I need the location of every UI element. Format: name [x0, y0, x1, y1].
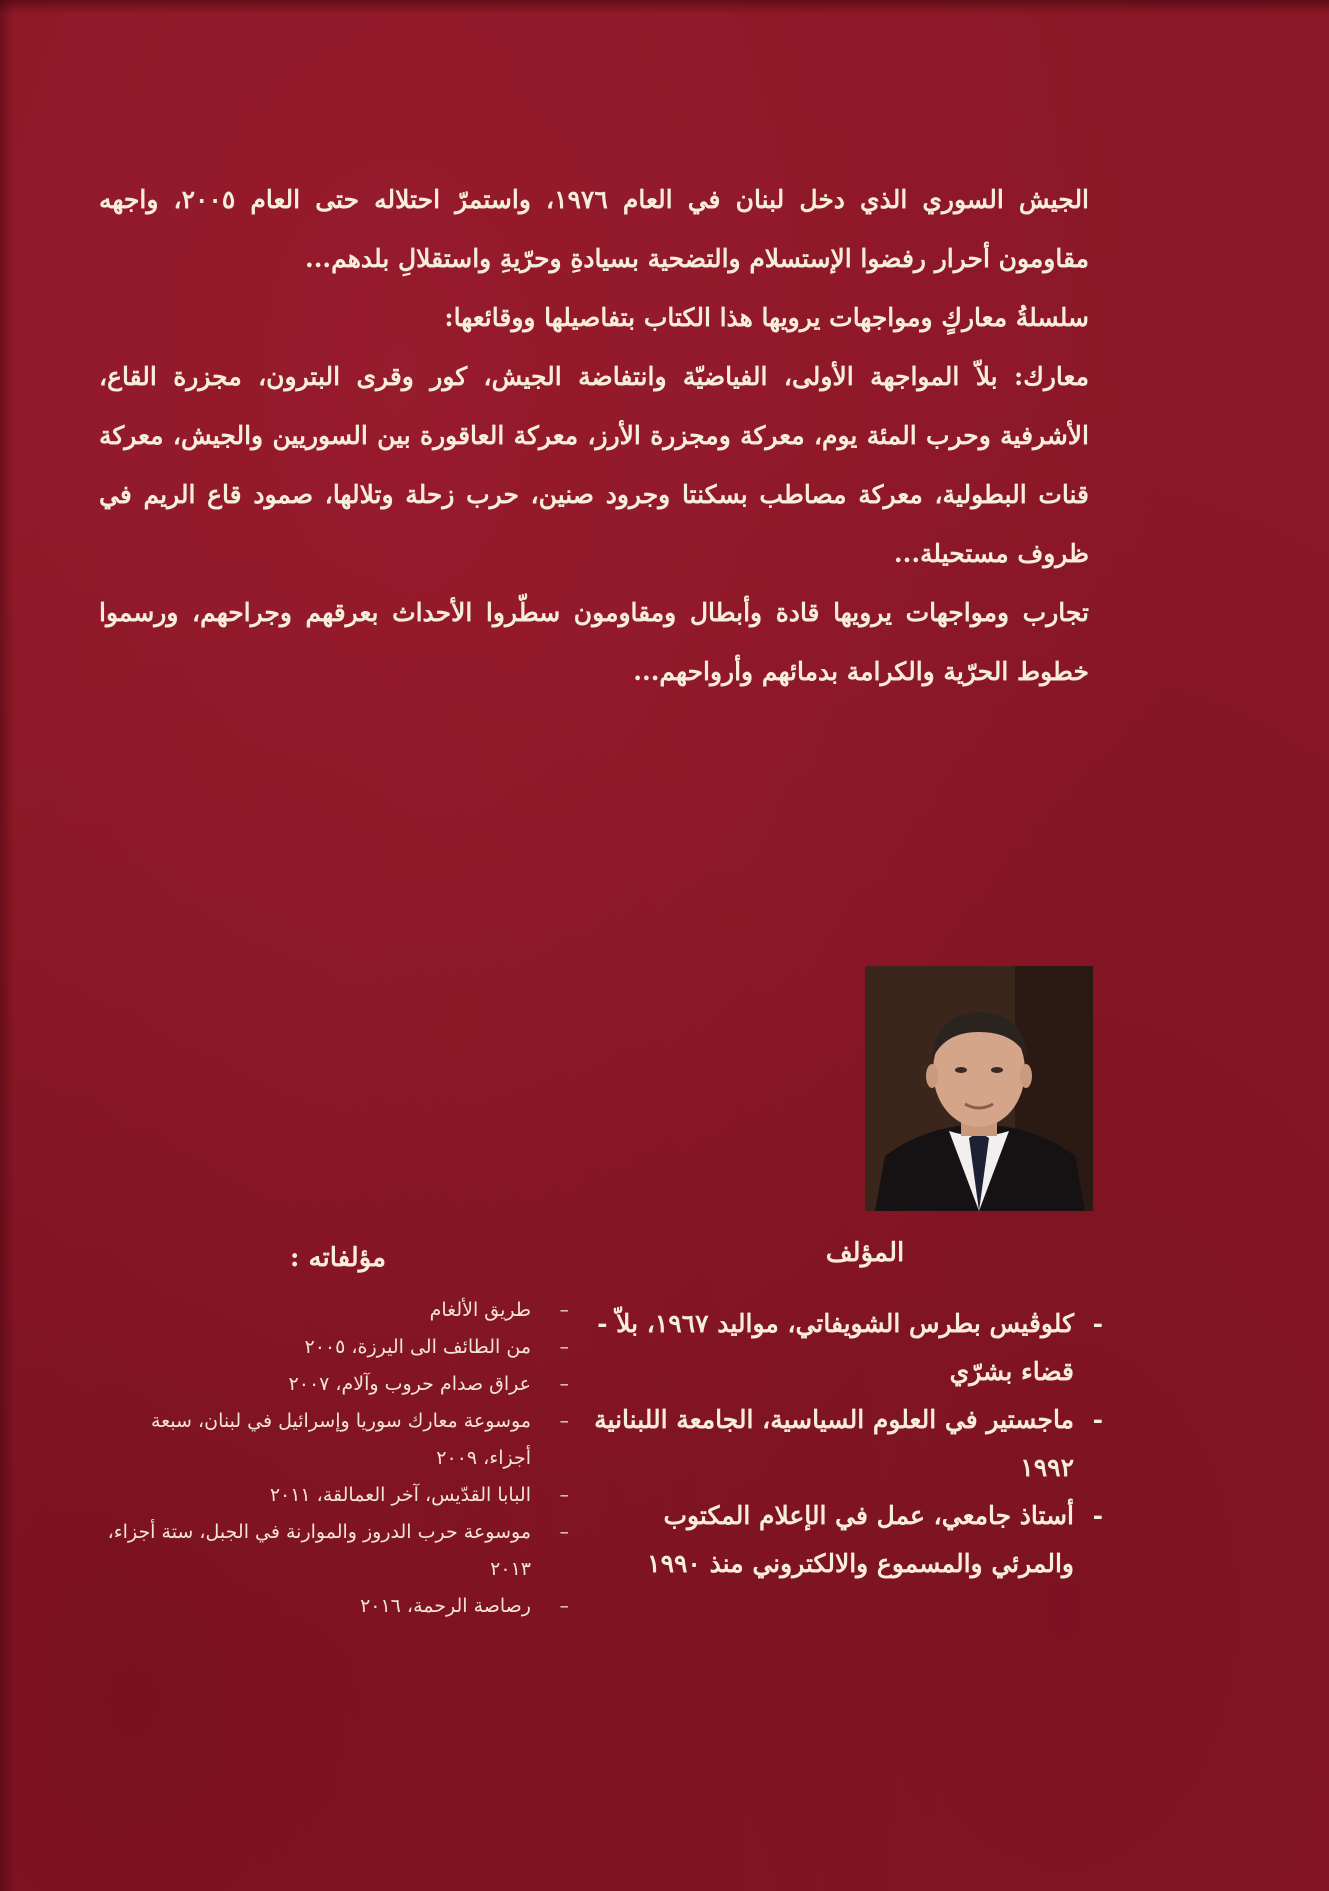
author-photo — [865, 966, 1093, 1211]
back-cover-blurb — [99, 170, 1089, 701]
works-list — [99, 1292, 569, 1625]
blurb-paragraph-1: الجيش السوري الذي دخل لبنان في العام ١٩٧٦، واستمرّ احتلاله حتى العام ٢٠٠٥، واجهه مقاومون أحرار رفضوا الإستسلام والتضحية بسيادةِ وحرّيةِ واستقلالِ بلدهم... — [99, 185, 1090, 273]
author-bio-item: - أستاذ جامعي، عمل في الإعلام المكتوب والمرئي والمسموع والالكتروني منذ ١٩٩٠ — [584, 1492, 1104, 1588]
works-list-item: – رصاصة الرحمة، ٢٠١٦ — [99, 1588, 569, 1625]
author-heading: المؤلف — [825, 1238, 905, 1268]
blurb-paragraph-4: تجارب ومواجهات يرويها قادة وأبطال ومقاومون سطّروا الأحداث بعرقهم وجراحهم، ورسموا خطوط الحرّية والكرامة بدمائهم وأرواحهم... — [99, 598, 1089, 686]
works-heading: مؤلفاته : — [289, 1243, 387, 1273]
works-list-item: – طريق الألغام — [99, 1292, 569, 1329]
blurb-paragraph-3: معارك: بلاّ المواجهة الأولى، الفياضيّة وانتفاضة الجيش، كور وقرى البترون، مجزرة القاع، الأشرفية وحرب المئة يوم، معركة ومجزرة الأرز، معركة العاقورة بين السوريين والجيش، معركة قنات البطولية، معركة مصاطب بسكنتا وجرود صنين، حرب زحلة وتلالها، صمود قاع الريم في ظروف مستحيلة... — [99, 362, 1089, 568]
works-list-item: – البابا القدّيس، آخر العمالقة، ٢٠١١ — [99, 1477, 569, 1514]
works-list-item: – موسوعة معارك سوريا وإسرائيل في لبنان، سبعة أجزاء، ٢٠٠٩ — [99, 1403, 569, 1477]
author-bio-item: - كلوڤيس بطرس الشويفاتي، مواليد ١٩٦٧، بلاّ - قضاء بشرّي — [584, 1300, 1104, 1396]
author-bio-item: - ماجستير في العلوم السياسية، الجامعة اللبنانية ١٩٩٢ — [584, 1396, 1104, 1492]
author-bio-list — [584, 1300, 1104, 1588]
works-list-item: – موسوعة حرب الدروز والموارنة في الجبل، ستة أجزاء، ٢٠١٣ — [99, 1514, 569, 1588]
page-edge-top-shadow — [0, 0, 1329, 14]
works-list-item: – عراق صدام حروب وآلام، ٢٠٠٧ — [99, 1366, 569, 1403]
works-list-item: – من الطائف الى اليرزة، ٢٠٠٥ — [99, 1329, 569, 1366]
page-edge-left-shadow — [0, 0, 14, 1891]
blurb-paragraph-2: سلسلةُ معاركٍ ومواجهات يرويها هذا الكتاب بتفاصيلها ووقائعها: — [444, 303, 1089, 332]
